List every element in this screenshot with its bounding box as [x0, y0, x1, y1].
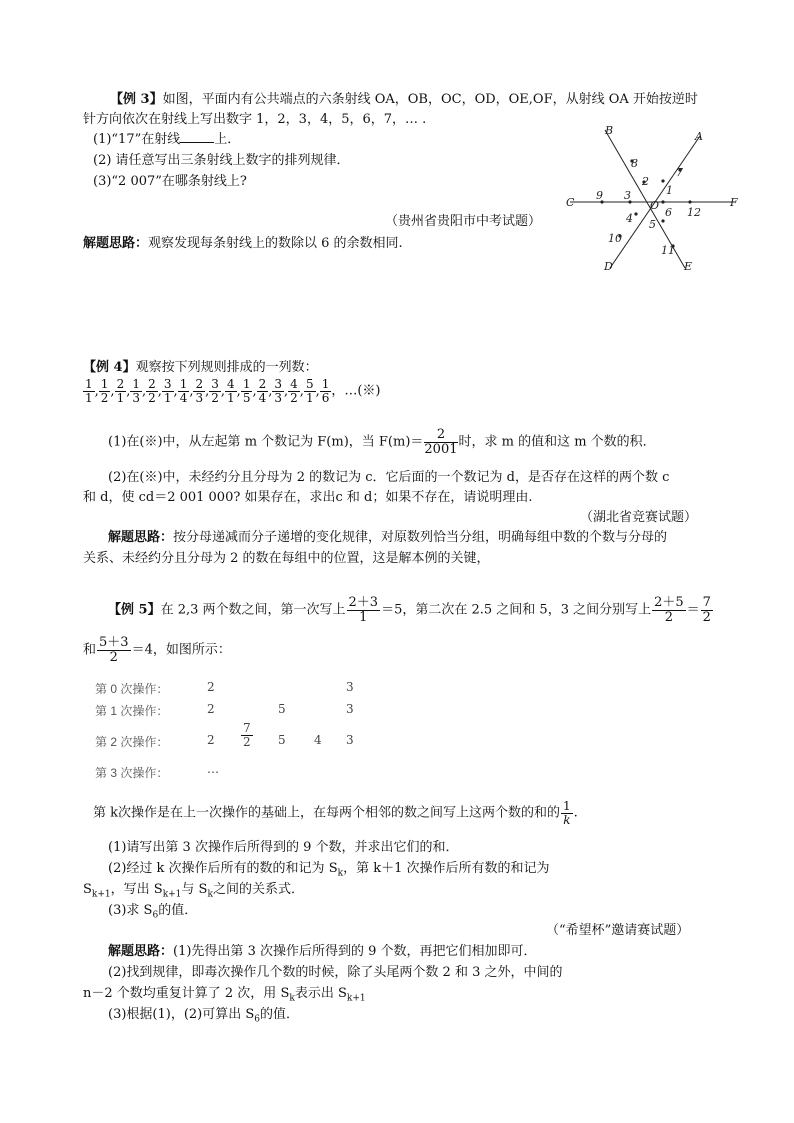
fraction-denominator: 3: [195, 390, 204, 405]
fraction-denominator: 1: [305, 390, 314, 405]
ray-label-a: A: [695, 130, 703, 143]
sequence-fraction: [304, 378, 316, 404]
sequence-fraction: [288, 378, 300, 404]
op3-cell: …: [207, 762, 219, 776]
sequence-comma: ,: [141, 383, 147, 399]
op-label-2: 第 2 次操作：: [95, 735, 169, 749]
fraction: $\frac{2+3}{1}$: [348, 595, 379, 625]
ex3-line2: 针方向依次在射线上写出数字 1，2，3，4，5，6，7，… .: [83, 112, 427, 127]
ex5-s3: (3)求 $S_6$的值．: [108, 903, 198, 921]
fraction-numerator: 4: [227, 377, 235, 391]
op2-cell: 2: [207, 733, 215, 747]
ray-num-2: 2: [642, 175, 649, 188]
sequence-comma: ,: [157, 383, 162, 399]
fraction-numerator: 3: [274, 377, 283, 391]
op2-cell-fraction: [240, 722, 254, 748]
op1-cell: 3: [346, 702, 354, 716]
ex3-source: （贵州省贵阳市中考试题）: [385, 214, 542, 229]
ex4-p2a: (2)在(※)中，未经约分且分母为 2 的数记为 c．它后面的一个数记为 d，是否存在这样的两个数 c: [108, 470, 670, 485]
ray-num-4: 4: [626, 212, 633, 225]
sequence-fraction: [257, 378, 269, 404]
sequence-comma: ,: [315, 383, 320, 399]
fraction-numerator: 7: [243, 721, 251, 735]
ex5-s1: (1)请写出第 3 次操作后所得到的 9 个数，并求出它们的和．: [108, 840, 459, 855]
ray-num-9: 9: [596, 189, 603, 202]
fraction-numerator: 4: [290, 377, 298, 391]
sequence-comma: ,: [220, 383, 226, 399]
ex5-line1: 【例 5】在 2,3 两个数之间，第一次写上 $\frac{2+3}{1}$ ＝5，第二次在 2.5 之间和 5，3 之间分别写上 $\frac{2+5}{2}$ ＝ $\frac{7}{2}$: [108, 595, 711, 625]
fraction-numerator: 1: [179, 377, 188, 391]
ex3-hint: 解题思路：观察发现每条射线上的数除以 6 的余数相同.: [83, 236, 403, 251]
fraction-numerator: 3: [211, 377, 219, 391]
ex5-hint4: (3)根据(1)，(2)可算出 $S_6$的值．: [108, 1007, 300, 1025]
sequence-comma: ,: [189, 383, 194, 399]
fraction-denominator: 1: [85, 390, 93, 405]
sequence-comma: ,: [252, 383, 257, 399]
ray-label-d: D: [604, 260, 613, 273]
ray-num-1: 1: [666, 184, 673, 197]
sequence-comma: ,: [126, 383, 131, 399]
fraction: [241, 722, 253, 748]
sequence-comma: ,: [236, 383, 241, 399]
ex5-s2a: (2)经过 k 次操作后所有的数的和记为 $S_k$，第 k＋1 次操作后所有数的和记为: [108, 861, 550, 879]
op1-cell: 5: [278, 702, 286, 716]
ex3-q3: (3)“2 007”在哪条射线上?: [93, 174, 247, 189]
op2-cell: 3: [346, 733, 354, 747]
ex5-k-line: 第 k次操作是在上一次操作的基础上，在每两个相邻的数之间写上这两个数的和的 $\frac{1}{k}$ .: [93, 799, 578, 827]
fraction-denominator: 2: [290, 390, 298, 405]
ray-num-7: 7: [676, 166, 683, 179]
center-label-o: O: [650, 199, 660, 212]
fraction-numerator: 5: [305, 377, 314, 391]
op0-cell: 3: [346, 680, 354, 694]
fraction-numerator: 2: [258, 377, 267, 391]
ray-num-5: 5: [649, 218, 656, 231]
op2-cell: 5: [278, 733, 286, 747]
fraction-numerator: 1: [242, 377, 251, 391]
ex5-hint1: 解题思路：(1)先得出第 3 次操作后所得到的 9 个数，再把它们相加即可．: [108, 944, 537, 959]
ray-label-b: B: [605, 124, 614, 137]
sequence-fraction: [146, 378, 158, 404]
ray-num-10: 10: [608, 232, 622, 245]
sequence-comma: ,: [299, 383, 304, 399]
ex5-source: （“希望杯”邀请赛试题）: [546, 923, 690, 938]
ray-label-c: C: [566, 196, 575, 209]
fraction-denominator: 2: [100, 390, 109, 405]
ex5-hint3: n－2 个数均重复计算了 2 次，用 $S_k$表示出 $S_{k+1}$: [83, 986, 366, 1004]
ex3-q1: (1)“17”在射线 上．: [93, 132, 241, 147]
sequence-comma: ,: [205, 383, 210, 399]
answer-blank: [180, 130, 214, 143]
fraction-numerator: 1: [321, 377, 330, 391]
ex5-line2: 和 $\frac{5+3}{2}$ ＝4，如图所示：: [83, 635, 231, 665]
ray-num-3: 3: [624, 189, 631, 202]
ex4-p2b: 和 d，使 cd＝2 001 000? 如果存在，求出c 和 d；如果不存在，请说明理由.: [83, 490, 533, 505]
fraction-denominator: 3: [132, 390, 140, 405]
ex4-p1: (1)在(※)中，从左起第 m 个数记为 F(m)，当 F(m)＝ $\frac{2}{2001}$ 时，求 m 的值和这 m 个数的积．: [108, 427, 656, 457]
fraction-denominator: 4: [179, 390, 188, 405]
fraction: $\frac{2}{2001}$: [424, 427, 458, 457]
rays-figure: [560, 118, 750, 278]
ex4-hint2: 关系、未经约分且分母为 2 的数在每组中的位置，这是解本例的关键，: [83, 551, 490, 566]
ex4-hint1: 解题思路：按分母递减而分子递增的变化规律，对原数列恰当分组，明确每组中数的个数与分母的: [108, 530, 668, 545]
fraction: $\frac{7}{2}$: [702, 595, 711, 625]
fraction: $\frac{5+3}{2}$: [99, 635, 129, 665]
sequence-fraction: [209, 378, 221, 404]
sequence-fraction: [130, 378, 142, 404]
sequence-fraction: [241, 378, 253, 404]
ray-num-6: 6: [665, 206, 672, 219]
ray-num-11: 11: [661, 244, 675, 257]
ray-num-8: 8: [631, 157, 638, 170]
fraction-numerator: 1: [100, 377, 109, 391]
fraction-denominator: 2: [211, 390, 219, 405]
fraction-numerator: 3: [163, 377, 172, 391]
ex3-tag: 【例 3】: [110, 92, 163, 107]
sequence-fraction: [193, 378, 205, 404]
sequence-fraction: [99, 378, 111, 404]
fraction-denominator: 1: [163, 390, 172, 405]
sequence-fraction: [83, 378, 95, 404]
ray-label-f: F: [730, 196, 738, 209]
sequence-fractions: [83, 377, 331, 405]
sequence-comma: ,: [110, 383, 115, 399]
fraction-numerator: 1: [132, 377, 140, 391]
fraction-numerator: 2: [116, 377, 125, 391]
sequence-fraction: [225, 378, 237, 404]
sequence-comma: ,: [173, 383, 178, 399]
fraction-denominator: 1: [116, 390, 125, 405]
fraction-denominator: 1: [227, 390, 235, 405]
ray-label-e: E: [684, 260, 693, 273]
op-label-3: 第 3 次操作：: [95, 766, 169, 780]
op2-cell: 4: [314, 733, 322, 747]
ex4-intro: 【例 4】观察按下列规则排成的一列数：: [83, 360, 318, 375]
sequence-fraction: [272, 378, 284, 404]
sequence-fraction: [115, 378, 127, 404]
fraction-numerator: 2: [148, 377, 156, 391]
fraction-numerator: 1: [85, 377, 93, 391]
fraction-denominator: 2: [148, 390, 156, 405]
ex5-s2b: $S_{k+1}$，写出 $S_{k+1}$与 $S_k$之间的关系式．: [83, 882, 304, 900]
ray-num-12: 12: [687, 206, 701, 219]
ex3-line1: 【例 3】如图，平面内有公共端点的六条射线 OA，OB，OC，OD，OE,OF，从射线 OA 开始按逆时: [110, 92, 698, 107]
ex4-source: （湖北省竞赛试题）: [580, 510, 698, 525]
sequence-fraction: [178, 378, 190, 404]
sequence-fraction: [162, 378, 174, 404]
fraction-denominator: 4: [258, 390, 267, 405]
fraction: $\frac{1}{k}$: [563, 799, 571, 827]
fraction-denominator: 5: [242, 390, 251, 405]
sequence-comma: ,: [94, 383, 99, 399]
sequence-comma: ,: [284, 383, 289, 399]
ex5-hint2: (2)找到规律，即毒次操作几个数的时候，除了头尾两个数 2 和 3 之外，中间的: [108, 965, 563, 980]
sequence-comma: ,: [268, 383, 273, 399]
op-label-0: 第 0 次操作：: [95, 682, 169, 696]
ex4-sequence: $\frac{1}{1}$ , $\frac{1}{2}$ , $\frac{2}{1}$ , $\frac{1}{3}$ , $\frac{2}{2}$ , $\frac{3}{1}$ , $\frac{1}{4}$ , $\frac{2}{3}$ , $\frac{3}{2}$ , $\frac{4}{1}$ , $\frac{1}{5}$ , $\frac{2}{4}$ , $\frac{3}{3}$ , $\frac{4}{2}$ , $\frac{5}{1}$ , $\frac{1}{6}$ ，…(※): [85, 377, 381, 405]
op1-cell: 2: [207, 702, 215, 716]
fraction-numerator: 2: [195, 377, 204, 391]
sequence-fraction: [320, 378, 332, 404]
fraction-denominator: 3: [274, 390, 283, 405]
op-label-1: 第 1 次操作：: [95, 704, 169, 718]
fraction-denominator: 2: [243, 734, 251, 749]
ex3-q2: (2) 请任意写出三条射线上数字的排列规律．: [93, 153, 350, 168]
fraction: $\frac{2+5}{2}$: [654, 595, 684, 625]
fraction-denominator: 6: [321, 390, 330, 405]
op0-cell: 2: [207, 680, 215, 694]
